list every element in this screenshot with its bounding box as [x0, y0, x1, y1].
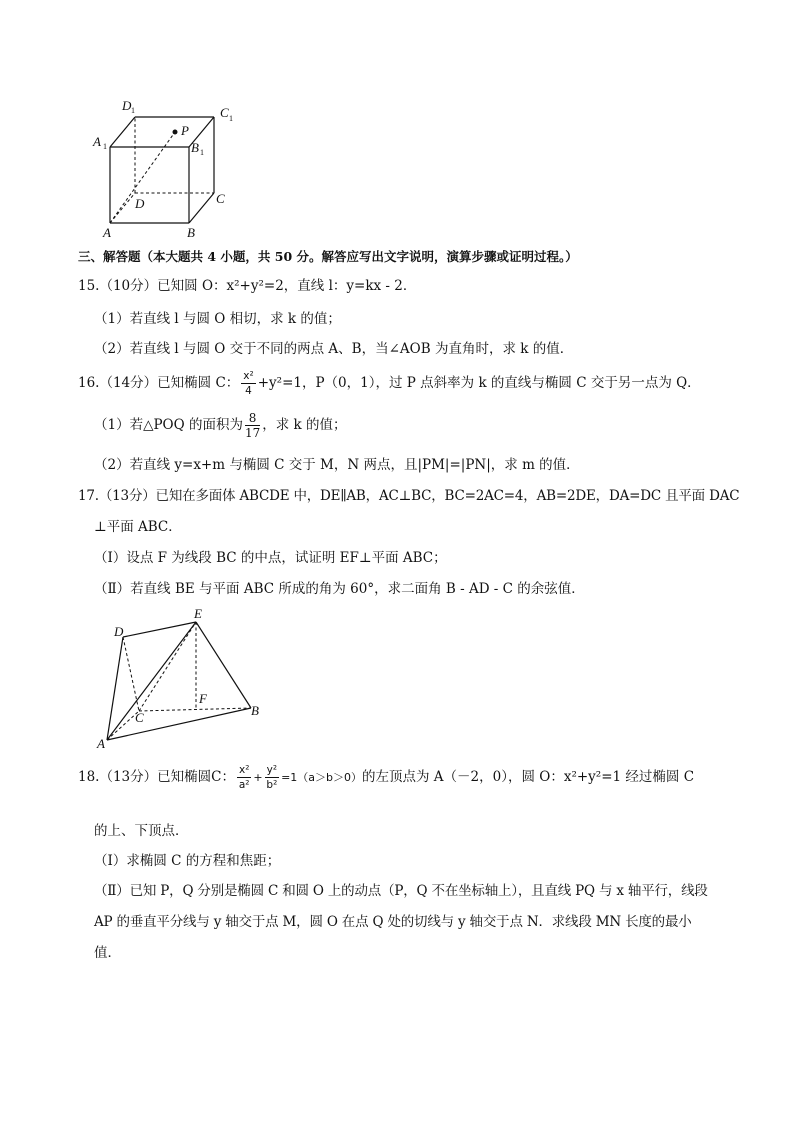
q15-header: 15.（10分）已知圆 O：x²+y²=2，直线 l：y=kx - 2．	[78, 278, 417, 294]
label-b1: B	[191, 140, 199, 155]
q15-part1: （1）若直线 l 与圆 O 相切，求 k 的值；	[94, 311, 341, 327]
edge-a1-d1	[110, 117, 135, 147]
label-c1-sub: 1	[229, 114, 233, 123]
q18-line2: 的上、下顶点．	[94, 823, 189, 839]
label-a1-sub: 1	[103, 142, 107, 151]
edge-c-e	[139, 622, 196, 711]
label-b1-sub: 1	[200, 148, 204, 157]
label-p: P	[181, 123, 189, 138]
edge-c-b	[139, 708, 251, 711]
q16-part1-num: 8	[245, 411, 260, 426]
label-c: C	[216, 191, 225, 206]
q17-line1: 17.（13分）已知在多面体 ABCDE 中，DE∥AB，AC⊥BC，BC=2AC=4，AB=2DE，DA=DC 且平面 DAC	[78, 488, 740, 504]
q16-part1	[94, 410, 347, 440]
label-c: C	[135, 710, 144, 725]
label-d: D	[135, 196, 145, 211]
q17-part2: （Ⅱ）若直线 BE 与平面 ABC 所成的角为 60°，求二面角 B - AD - C 的余弦值．	[94, 581, 585, 597]
edge-b-c	[189, 193, 214, 223]
q16-prefix: 16.（14分）已知椭圆 C：	[78, 375, 240, 391]
q18-header	[78, 760, 694, 795]
q18-plus: +	[253, 771, 263, 784]
q18-frac1-den: a²	[238, 779, 250, 791]
q17-line2: ⊥平面 ABC．	[94, 519, 182, 535]
q16-part1-prefix: （1）若△POQ 的面积为	[94, 417, 243, 433]
q16-part1-suffix: ，求 k 的值；	[262, 417, 347, 433]
q18-fraction-x	[237, 763, 251, 792]
label-e: E	[194, 606, 202, 621]
edge-a-e	[107, 622, 196, 740]
edge-a-d	[107, 637, 123, 740]
label-b: B	[251, 703, 259, 718]
q18-fraction-y	[265, 763, 279, 792]
q16-part2: （2）若直线 y=x+m 与椭圆 C 交于 M，N 两点，且|PM|=|PN|，求 m 的值．	[94, 457, 580, 473]
label-d: D	[114, 624, 124, 639]
q18-suffix: 的左顶点为 A（－2，0），圆 O：x²+y²=1 经过椭圆 C	[362, 769, 695, 785]
edge-a-b	[107, 708, 251, 740]
point-p	[173, 130, 178, 135]
label-d1: D	[122, 98, 132, 113]
q15-part2: （2）若直线 l 与圆 O 交于不同的两点 A、B，当∠AOB 为直角时，求 k 的值．	[94, 341, 574, 357]
q16-part1-fraction	[245, 411, 260, 440]
q18-part1: （Ⅰ）求椭圆 C 的方程和焦距；	[94, 853, 281, 869]
label-c1: C	[220, 105, 229, 120]
label-a: A	[103, 225, 111, 240]
label-d1-sub: 1	[131, 106, 135, 115]
q17-part1: （Ⅰ）设点 F 为线段 BC 的中点，试证明 EF⊥平面 ABC；	[94, 550, 447, 566]
label-a: A	[97, 736, 105, 751]
q16-frac-num: x²	[243, 370, 254, 382]
q18-condition: =1（a＞b＞0）	[281, 771, 363, 784]
q18-part2-line3: 值．	[94, 945, 121, 961]
q18-frac2-den: b²	[266, 779, 278, 791]
edge-d-e	[123, 622, 196, 637]
q16-header	[78, 368, 701, 398]
polyhedron-figure	[90, 600, 280, 755]
label-a1: A	[93, 134, 101, 149]
q16-mid: +y²=1，P（0，1），过 P 点斜率为 k 的直线与椭圆 C 交于另一点为 Q．	[257, 375, 701, 391]
q18-prefix: 18.（13分）已知椭圆C：	[78, 769, 235, 785]
q18-frac1-num: x²	[238, 764, 250, 776]
section-heading: 三、解答题（本大题共 4 小题，共 50 分。解答应写出文字说明，演算步骤或证明过程。）	[78, 249, 578, 264]
q18-part2-line1: （Ⅱ）已知 P，Q 分别是椭圆 C 和圆 O 上的动点（P，Q 不在坐标轴上），且直线 PQ 与 x 轴平行，线段	[94, 883, 708, 899]
q18-part2-line2: AP 的垂直平分线与 y 轴交于点 M，圆 O 在点 Q 处的切线与 y 轴交于点 N．求线段 MN 长度的最小	[94, 914, 692, 930]
label-f: F	[199, 691, 207, 706]
q18-frac2-num: y²	[266, 764, 278, 776]
label-b: B	[187, 225, 195, 240]
q16-fraction	[241, 369, 255, 398]
q16-frac-den: 4	[245, 385, 252, 397]
q16-part1-den: 17	[244, 426, 261, 440]
cube-figure	[90, 95, 250, 245]
